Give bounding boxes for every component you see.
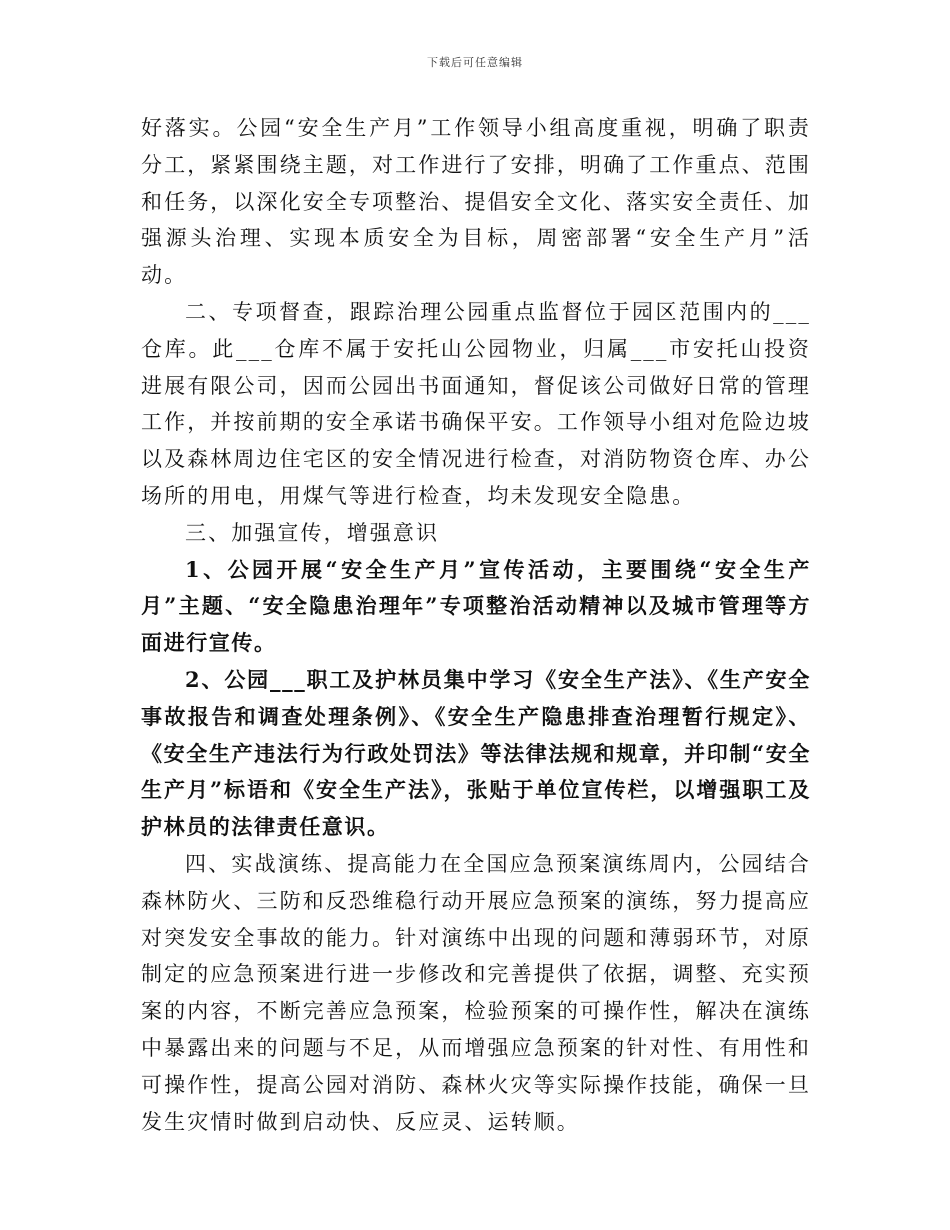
paragraph-item-2: 2、公园___职工及护林员集中学习《安全生产法》、《生产安全事故报告和调查处理条例》、《安全生产隐患排查治理暂行规定》、《安全生产违法行为行政处罚法》等法律法规和规章，并印制“安全生产月”标语和《安全生产法》，张贴于单位宣传栏，以增强职工及护林员的法律责任意识。 [141,666,811,840]
paragraph-section-2: 二、专项督查，跟踪治理公园重点监督位于园区范围内的___仓库。此___仓库不属于安托山公园物业，归属___市安托山投资进展有限公司，因而公园出书面通知，督促该公司做好日常的管理工作，并按前期的安全承诺书确保平安。工作领导小组对危险边坡以及森林周边住宅区的安全情况进行检查，对消防物资仓库、办公场所的用电，用煤气等进行检查，均未发现安全隐患。 [141,299,811,508]
paragraph-continuation: 好落实。公园“安全生产月”工作领导小组高度重视，明确了职责分工，紧紧围绕主题，对工作进行了安排，明确了工作重点、范围和任务，以深化安全专项整治、提倡安全文化、落实安全责任、加强源头治理、实现本质安全为目标，周密部署“安全生产月”活动。 [141,116,811,288]
paragraph-item-1: 1、公园开展“安全生产月”宣传活动，主要围绕“安全生产月”主题、“安全隐患治理年”专项整治活动精神以及城市管理等方面进行宣传。 [141,556,811,656]
document-body [141,110,811,1140]
section-heading-3: 三、加强宣传，增强意识 [185,520,440,545]
paragraph-section-4: 四、实战演练、提高能力在全国应急预案演练周内，公园结合森林防火、三防和反恐维稳行动开展应急预案的演练，努力提高应对突发安全事故的能力。针对演练中出现的问题和薄弱环节，对原制定的应急预案进行进一步修改和完善提供了依据，调整、充实预案的内容，不断完善应急预案，检验预案的可操作性，解决在演练中暴露出来的问题与不足，从而增强应急预案的针对性、有用性和可操作性，提高公园对消防、森林火灾等实际操作技能，确保一旦发生灾情时做到启动快、反应灵、运转顺。 [141,851,811,1134]
page-header: 下载后可任意编辑 [427,56,523,69]
